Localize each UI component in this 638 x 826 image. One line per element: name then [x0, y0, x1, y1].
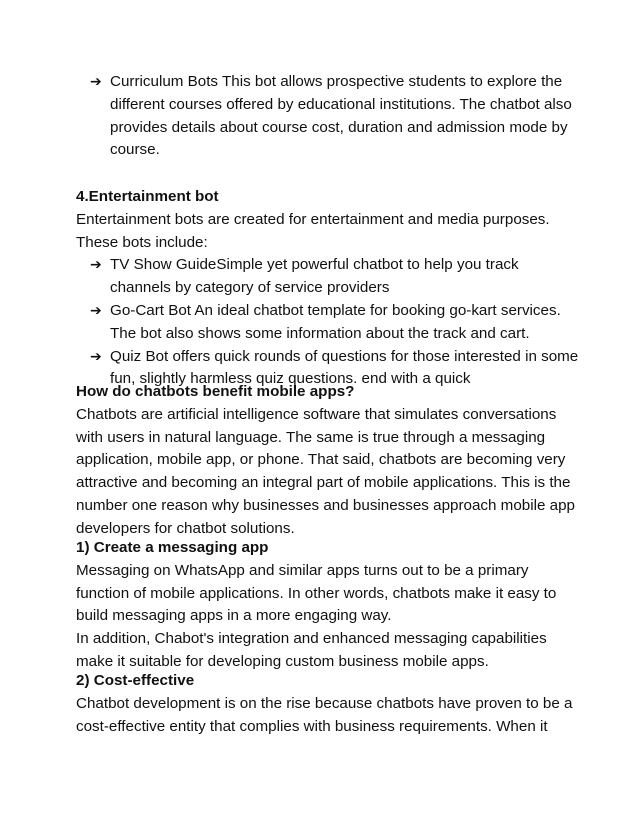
bullet-text-line: Go-Cart Bot An ideal chatbot template for booking go-kart services. [110, 301, 561, 319]
bullet-text-line: course. [110, 141, 160, 159]
paragraph-line: Chatbots are artificial intelligence software that simulates conversations [76, 405, 557, 423]
paragraph-line: attractive and becoming an integral part of mobile applications. This is the [76, 474, 571, 492]
paragraph-line: with users in natural language. The same is true through a messaging [76, 428, 546, 446]
section-heading: 1) Create a messaging app [76, 539, 269, 556]
section-heading: 4.Entertainment bot [76, 188, 219, 205]
bullet-text-line: Quiz Bot offers quick rounds of questions for those interested in some [110, 347, 579, 365]
bullet-text-line: TV Show GuideSimple yet powerful chatbot to help you track [110, 256, 519, 274]
arrow-bullet-icon: ➔ [90, 302, 102, 319]
arrow-bullet-icon: ➔ [90, 74, 102, 90]
messaging-app-section [76, 537, 576, 674]
cost-effective-section [76, 670, 576, 738]
bullet-text-line: channels by category of service providers [110, 279, 390, 297]
paragraph-line: number one reason why businesses and businesses approach mobile app [76, 496, 575, 514]
entertainment-bot-section [76, 186, 579, 391]
section-heading: How do chatbots benefit mobile apps? [76, 383, 355, 400]
paragraph-line: make it suitable for developing custom business mobile apps. [76, 652, 489, 670]
paragraph-line: Messaging on WhatsApp and similar apps turns out to be a primary [76, 561, 529, 579]
benefits-section [76, 381, 576, 541]
paragraph-line: cost-effective entity that complies with business requirements. When it [76, 717, 548, 735]
paragraph-line: developers for chatbot solutions. [76, 519, 295, 537]
bullet-item-go-cart-bot [90, 300, 576, 346]
bullet-text-line: Curriculum Bots This bot allows prospective students to explore the [110, 73, 563, 90]
paragraph-line: Chatbot development is on the rise because chatbots have proven to be a [76, 694, 573, 712]
bullet-text-line: fun, slightly harmless quiz questions. end with a quick [110, 370, 471, 388]
paragraph-line: In addition, Chabot's integration and enhanced messaging capabilities [76, 630, 547, 648]
bullet-item-curriculum-bots [90, 71, 576, 162]
paragraph-line: build messaging apps in a more engaging way. [76, 607, 392, 625]
section-heading: 2) Cost-effective [76, 672, 195, 689]
arrow-bullet-icon: ➔ [90, 348, 102, 365]
paragraph-line: These bots include: [76, 233, 208, 251]
bullet-text-line: The bot also shows some information about the track and cart. [110, 324, 530, 342]
paragraph-line: application, mobile app, or phone. That said, chatbots are becoming very [76, 451, 566, 469]
paragraph-line: Entertainment bots are created for entertainment and media purposes. [76, 210, 550, 228]
paragraph-line: function of mobile applications. In other words, chatbots make it easy to [76, 584, 557, 602]
bullet-text-line: different courses offered by educational institutions. The chatbot also [110, 95, 572, 113]
bullet-text-line: provides details about course cost, duration and admission mode by [110, 118, 568, 136]
bullet-item-tv-show-guide [90, 254, 576, 300]
curriculum-bots-section [76, 71, 576, 162]
arrow-bullet-icon: ➔ [90, 257, 102, 274]
